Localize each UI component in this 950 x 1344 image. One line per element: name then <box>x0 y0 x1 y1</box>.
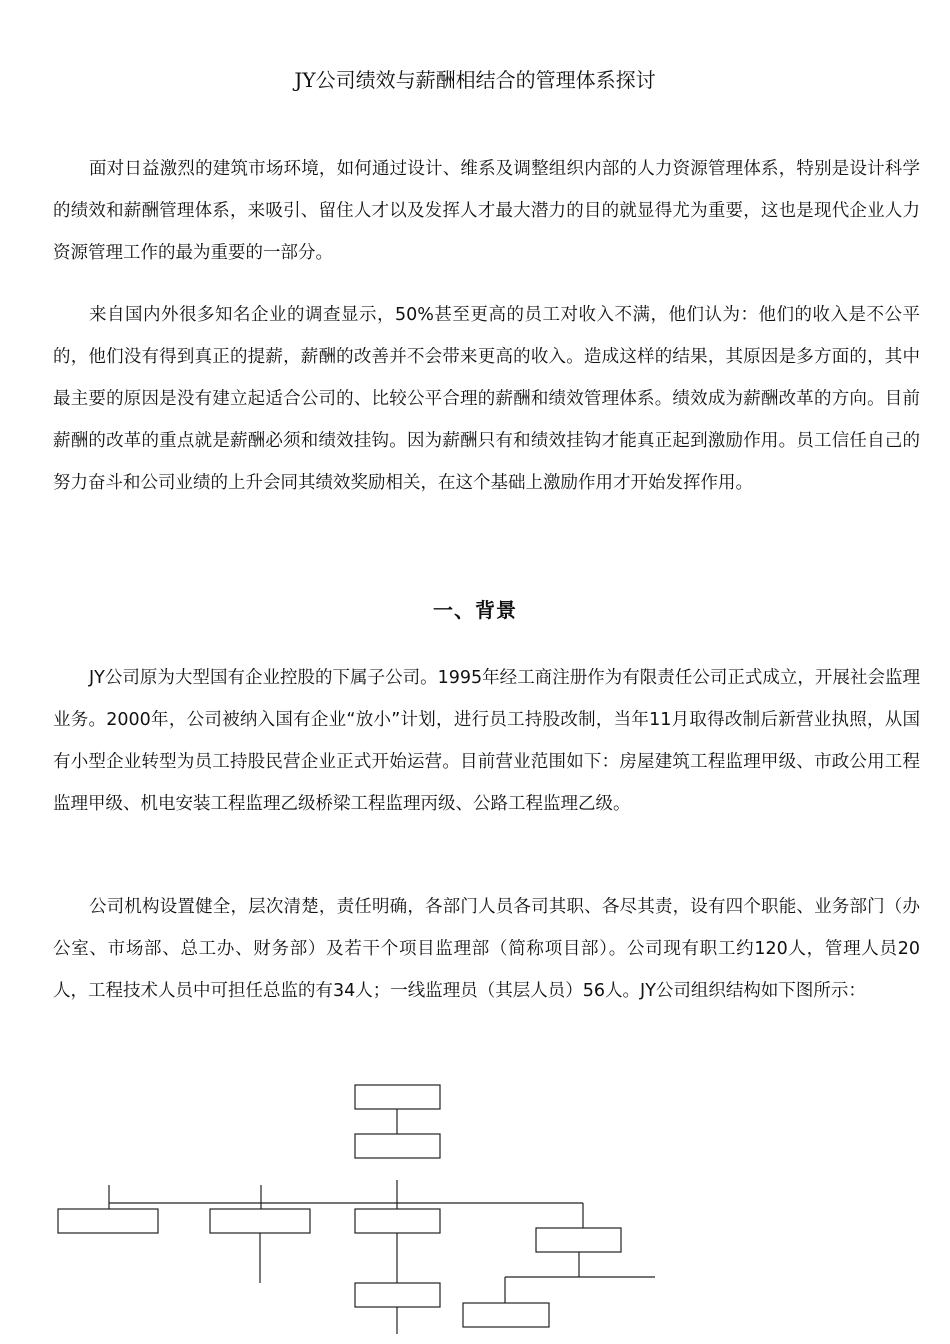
section-heading-background: 一、背景 <box>433 598 517 622</box>
org-box-dept-4 <box>536 1228 621 1252</box>
background-paragraph-2: 公司机构设置健全，层次清楚，责任明确，各部门人员各司其职、各尽其责，设有四个职能、业务部门（办公室、市场部、总工办、财务部）及若干个项目监理部（简称项目部）。公司现有职工约120人，管理人员20人，工程技术人员中可担任总监的有34人；一线监理员（其层人员）56人。JY公司组织结构如下图所示： <box>53 897 920 1001</box>
org-chart <box>0 1070 950 1344</box>
org-box-sub-2 <box>463 1303 549 1327</box>
org-box-dept-2 <box>210 1209 310 1233</box>
org-box-second <box>355 1134 440 1158</box>
org-box-top <box>355 1085 440 1109</box>
intro-paragraph-2: 来自国内外很多知名企业的调查显示，50%甚至更高的员工对收入不满，他们认为：他们的收入是不公平的，他们没有得到真正的提薪，薪酬的改善并不会带来更高的收入。造成这样的结果，其原因是多方面的，其中最主要的原因是没有建立起适合公司的、比较公平合理的薪酬和绩效管理体系。绩效成为薪酬改革的方向。目前薪酬的改革的重点就是薪酬必须和绩效挂钩。因为薪酬只有和绩效挂钩才能真正起到激励作用。员工信任自己的努力奋斗和公司业绩的上升会同其绩效奖励相关，在这个基础上激励作用才开始发挥作用。 <box>53 305 920 493</box>
org-box-dept-1 <box>58 1209 158 1233</box>
document-title: JY公司绩效与薪酬相结合的管理体系探讨 <box>294 68 656 92</box>
intro-paragraph-1: 面对日益激烈的建筑市场环境，如何通过设计、维系及调整组织内部的人力资源管理体系，特别是设计科学的绩效和薪酬管理体系，来吸引、留住人才以及发挥人才最大潜力的目的就显得尤为重要，这也是现代企业人力资源管理工作的最为重要的一部分。 <box>53 159 920 263</box>
background-paragraph-1: JY公司原为大型国有企业控股的下属子公司。1995年经工商注册作为有限责任公司正式成立，开展社会监理业务。2000年，公司被纳入国有企业“放小”计划，进行员工持股改制，当年11月取得改制后新营业执照，从国有小型企业转型为员工持股民营企业正式开始运营。目前营业范围如下：房屋建筑工程监理甲级、市政公用工程监理甲级、机电安装工程监理乙级桥梁工程监理丙级、公路工程监理乙级。 <box>53 668 920 814</box>
org-box-sub-1 <box>355 1283 440 1307</box>
org-box-dept-3 <box>355 1209 440 1233</box>
